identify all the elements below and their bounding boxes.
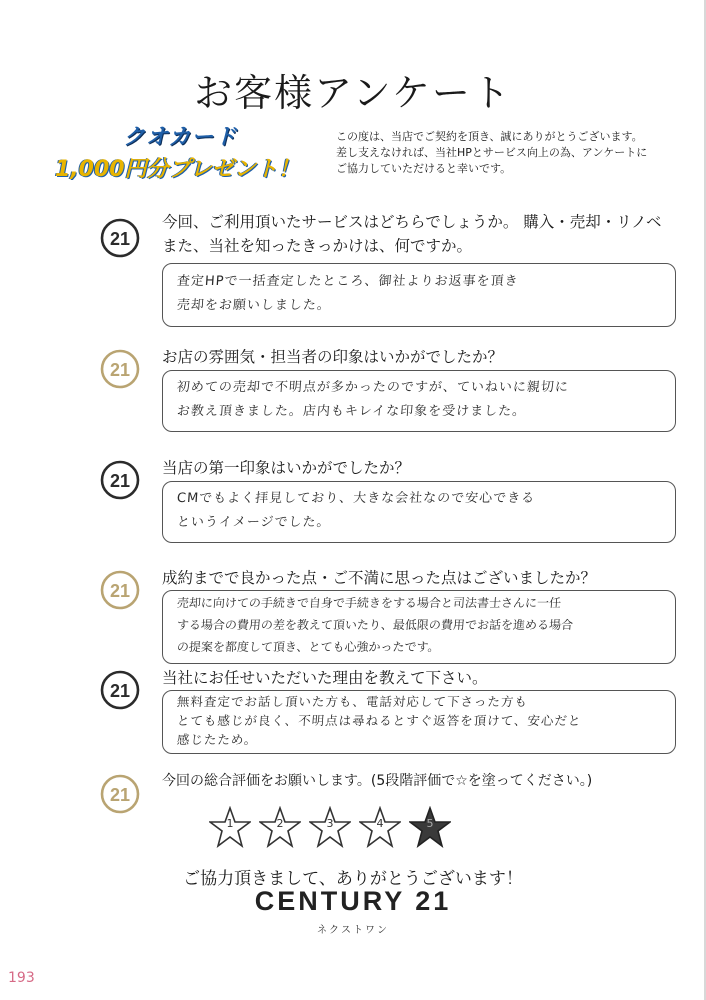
handwritten-answer-line: 査定HPで一括査定したところ、御社よりお返事を頂き xyxy=(176,274,520,289)
brand-subtitle: ネクストワン xyxy=(317,925,389,936)
intro-line: 差し支えなければ、当社HPとサービス向上の為、アンケートに xyxy=(336,146,648,159)
question-text: 今回の総合評価をお願いします。(5段階評価で☆を塗ってください。) xyxy=(162,773,593,789)
century21-badge-icon xyxy=(100,218,140,258)
star-label: 2 xyxy=(276,817,284,830)
svg-text:21: 21 xyxy=(109,229,131,249)
star-label: 3 xyxy=(326,817,334,830)
handwritten-answer-line: 売却をお願いしました。 xyxy=(176,298,332,313)
quo-card-promo xyxy=(55,120,335,190)
century21-badge-icon xyxy=(100,349,140,389)
star-1-icon[interactable] xyxy=(209,806,251,848)
question-text-line-2: また、当社を知ったきっかけは、何ですか。 xyxy=(162,237,473,255)
handwritten-answer-line: する場合の費用の差を教えて頂いたり、最低限の費用でお話を進める場合 xyxy=(176,618,574,632)
century21-badge-icon xyxy=(100,670,140,710)
handwritten-answer-line: 売却に向けての手続きで自身で手続きをする場合と司法書士さんに一任 xyxy=(176,596,562,610)
question-text: 成約までで良かった点・ご不満に思った点はございましたか？ xyxy=(162,569,597,587)
svg-text:21: 21 xyxy=(109,471,131,491)
page-title: お客様アンケート xyxy=(194,71,512,115)
handwritten-answer-line: の提案を都度して頂き、とても心強かったです。 xyxy=(176,640,441,654)
svg-text:21: 21 xyxy=(109,581,131,601)
star-label: 5 xyxy=(426,817,434,830)
answer-box xyxy=(162,590,676,664)
star-label: 4 xyxy=(376,817,384,830)
handwritten-answer-line: 無料査定でお話し頂いた方も、電話対応して下さった方も xyxy=(176,694,529,709)
century21-badge-icon xyxy=(100,460,140,500)
star-4-icon[interactable] xyxy=(359,806,401,848)
handwritten-answer-line: お教え頂きました。店内もキレイな印象を受けました。 xyxy=(176,404,527,419)
star-rating xyxy=(209,806,459,850)
answer-box xyxy=(162,481,676,543)
handwritten-answer-line: というイメージでした。 xyxy=(176,515,332,530)
star-3-icon[interactable] xyxy=(309,806,351,848)
question-text: 当店の第一印象はいかがでしたか？ xyxy=(162,459,411,477)
promo-line-2: 1,000円分プレゼント！ xyxy=(55,157,300,182)
answer-box xyxy=(162,263,676,327)
brand-logo: CENTURY 21 xyxy=(254,886,452,916)
answer-box xyxy=(162,690,676,754)
question-text: 当社にお任せいただいた理由を教えて下さい。 xyxy=(162,669,488,687)
page-number: 193 xyxy=(8,970,35,986)
intro-line: ご協力していただけると幸いです。 xyxy=(336,162,512,175)
thanks-message: ご協力頂きまして、ありがとうございます！ xyxy=(183,869,523,889)
promo-line-1: クオカード xyxy=(123,125,238,150)
star-2-icon[interactable] xyxy=(259,806,301,848)
question-text: お店の雰囲気・担当者の印象はいかがでしたか？ xyxy=(162,348,504,366)
handwritten-answer-line: 感じたため。 xyxy=(176,732,259,747)
answer-box xyxy=(162,370,676,432)
svg-text:21: 21 xyxy=(109,785,131,805)
svg-text:21: 21 xyxy=(109,360,131,380)
century21-badge-icon xyxy=(100,774,140,814)
svg-text:21: 21 xyxy=(109,681,131,701)
century21-badge-icon xyxy=(100,570,140,610)
handwritten-answer-line: 初めての売却で不明点が多かったのですが、ていねいに親切に xyxy=(176,380,570,395)
handwritten-answer-line: とても感じが良く、不明点は尋ねるとすぐ返答を頂けて、安心だと xyxy=(176,713,583,728)
handwritten-answer-line: CMでもよく拝見しており、大きな会社なので安心できる xyxy=(176,491,536,506)
star-5-icon[interactable] xyxy=(409,806,451,848)
intro-line: この度は、当店でご契約を頂き、誠にありがとうございます。 xyxy=(336,130,643,143)
intro-text xyxy=(336,129,686,177)
question-text: 今回、ご利用頂いたサービスはどちらでしょうか。 購入・売却・リノベ xyxy=(162,213,662,231)
star-label: 1 xyxy=(226,817,234,830)
